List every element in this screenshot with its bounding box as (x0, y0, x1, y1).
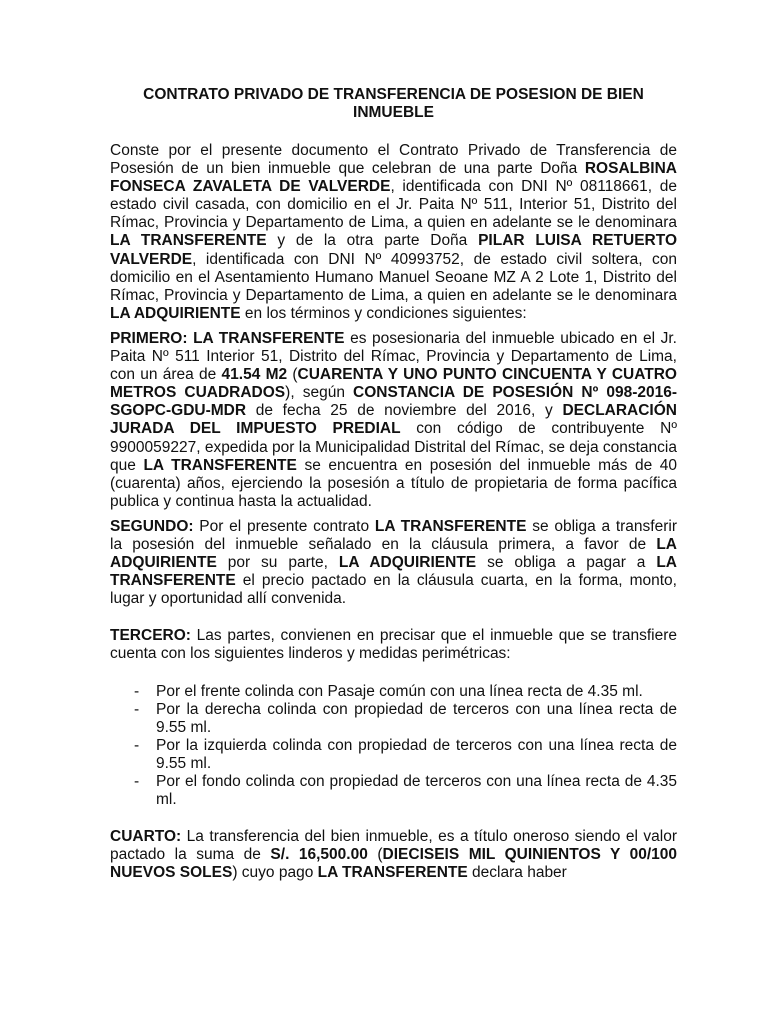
bold-text: LA TRANSFERENTE (374, 517, 527, 535)
text-run: y de la otra parte Doña (266, 232, 479, 250)
list-item: - Por el fondo colinda con propiedad de terceros con una línea recta de 4.35 ml. (134, 773, 677, 809)
text-run: en los términos y condiciones siguientes: (240, 304, 527, 322)
bold-text: LA TRANSFERENTE (143, 456, 297, 474)
list-dash: - (134, 736, 140, 754)
bold-text: LA ADQUIRIENTE (338, 554, 477, 572)
linderos-list (110, 683, 677, 810)
bold-text: CUARTO: (110, 828, 182, 846)
bold-text: CUARENTA Y UNO PUNTO CINCUENTA Y CUATRO METROS CUADRADOS (110, 366, 677, 402)
list-dash: - (134, 682, 140, 700)
paragraph-intro (110, 142, 677, 323)
clause-cuarto (110, 828, 677, 882)
bold-text: S/. 16,500.00 (270, 846, 368, 864)
bold-text: PILAR LUISA RETUERTO VALVERDE (110, 232, 677, 268)
text-run: ), según (285, 384, 354, 402)
text-run: ( (367, 846, 383, 864)
bold-text: TERCERO: (110, 627, 191, 645)
list-dash: - (134, 700, 140, 718)
list-item: - Por el frente colinda con Pasaje común con una línea recta de 4.35 ml. (134, 682, 643, 700)
clause-segundo (110, 518, 677, 608)
text-run: declara haber (467, 864, 567, 882)
bold-text: LA ADQUIRIENTE (110, 304, 241, 322)
text-run: el precio pactado en la cláusula cuarta, en la forma, monto, lugar y oportunidad allí convenida. (110, 572, 677, 608)
bold-text: PRIMERO: LA TRANSFERENTE (110, 329, 345, 347)
text-run: se obliga a transferir la posesión del inmueble señalado en la cláusula primera, a favor de (110, 517, 677, 553)
list-item: - Por la izquierda colinda con propiedad de terceros con una línea recta de 9.55 ml. (134, 736, 677, 772)
text-run: se encuentra en posesión del inmueble más de 40 (cuarenta) años, ejerciendo la posesión a título de propietaria de forma pacífica publica y continua hasta la actualidad. (110, 456, 678, 510)
clause-primero (110, 330, 677, 511)
text-run: con código de contribuyente Nº 9900059227, expedida por la Municipalidad Distrital del Rímac, se deja constancia que (110, 420, 677, 474)
bold-text: LA ADQUIRIENTE (110, 535, 677, 572)
text-run: Conste por el presente documento el Contrato Privado de Transferencia de Posesión de un bien inmueble que celebran de una parte Doña (110, 142, 677, 178)
document-title: CONTRATO PRIVADO DE TRANSFERENCIA DE POSESION DE BIEN INMUEBLE (143, 86, 644, 121)
bold-text: DIECISEIS MIL QUINIENTOS Y 00/100 NUEVOS SOLES (110, 846, 678, 882)
bold-text: LA TRANSFERENTE (317, 864, 468, 882)
text-run: ) cuyo pago (232, 864, 318, 882)
text-run: La transferencia del bien inmueble, es a título oneroso siendo el valor pactado la suma de (110, 828, 677, 864)
bold-text: LA TRANSFERENTE (110, 554, 678, 590)
bold-text: SEGUNDO: (110, 517, 194, 535)
text-run: , identificada con DNI Nº 40993752, de estado civil soltera, con domicilio en el Asentamiento Humano Manuel Seoane MZ A 2 Lote 1, Distrito del Rímac, Provincia y Departamento de Lima, a quien en adelante se le denominara (110, 250, 677, 304)
text-run: Por el presente contrato (193, 517, 375, 535)
text-run: Las partes, convienen en precisar que el inmueble que se transfiere cuenta con los siguientes linderos y medidas perimétricas: (110, 627, 677, 663)
bold-text: LA TRANSFERENTE (110, 232, 267, 250)
text-run: , identificada con DNI Nº 08118661, de estado civil casada, con domicilio en el Jr. Paita Nº 511, Interior 51, Distrito del Rímac, Provincia y Departamento de Lima, a quien en adelante se le denominara (110, 178, 677, 232)
text-run: por su parte, (216, 554, 339, 572)
bold-text: DECLARACIÓN JURADA DEL IMPUESTO PREDIAL (110, 402, 677, 438)
text-run: se obliga a pagar a (476, 554, 657, 572)
bold-text: 41.54 M2 (221, 366, 288, 384)
list-item: - Por la derecha colinda con propiedad de terceros con una línea recta de 9.55 ml. (134, 700, 677, 736)
text-run: de fecha 25 de noviembre del 2016, y (246, 402, 563, 420)
list-dash: - (134, 773, 140, 790)
text-run: ( (287, 366, 298, 384)
clause-tercero (110, 627, 677, 663)
bold-text: ROSALBINA FONSECA ZAVALETA DE VALVERDE (110, 160, 677, 196)
text-run: es posesionaria del inmueble ubicado en el Jr. Paita Nº 511 Interior 51, Distrito del Rímac, Provincia y Departamento de Lima, con un área de (110, 329, 677, 384)
bold-text: CONSTANCIA DE POSESIÓN Nº 098-2016-SGOPC-GDU-MDR (110, 384, 677, 420)
